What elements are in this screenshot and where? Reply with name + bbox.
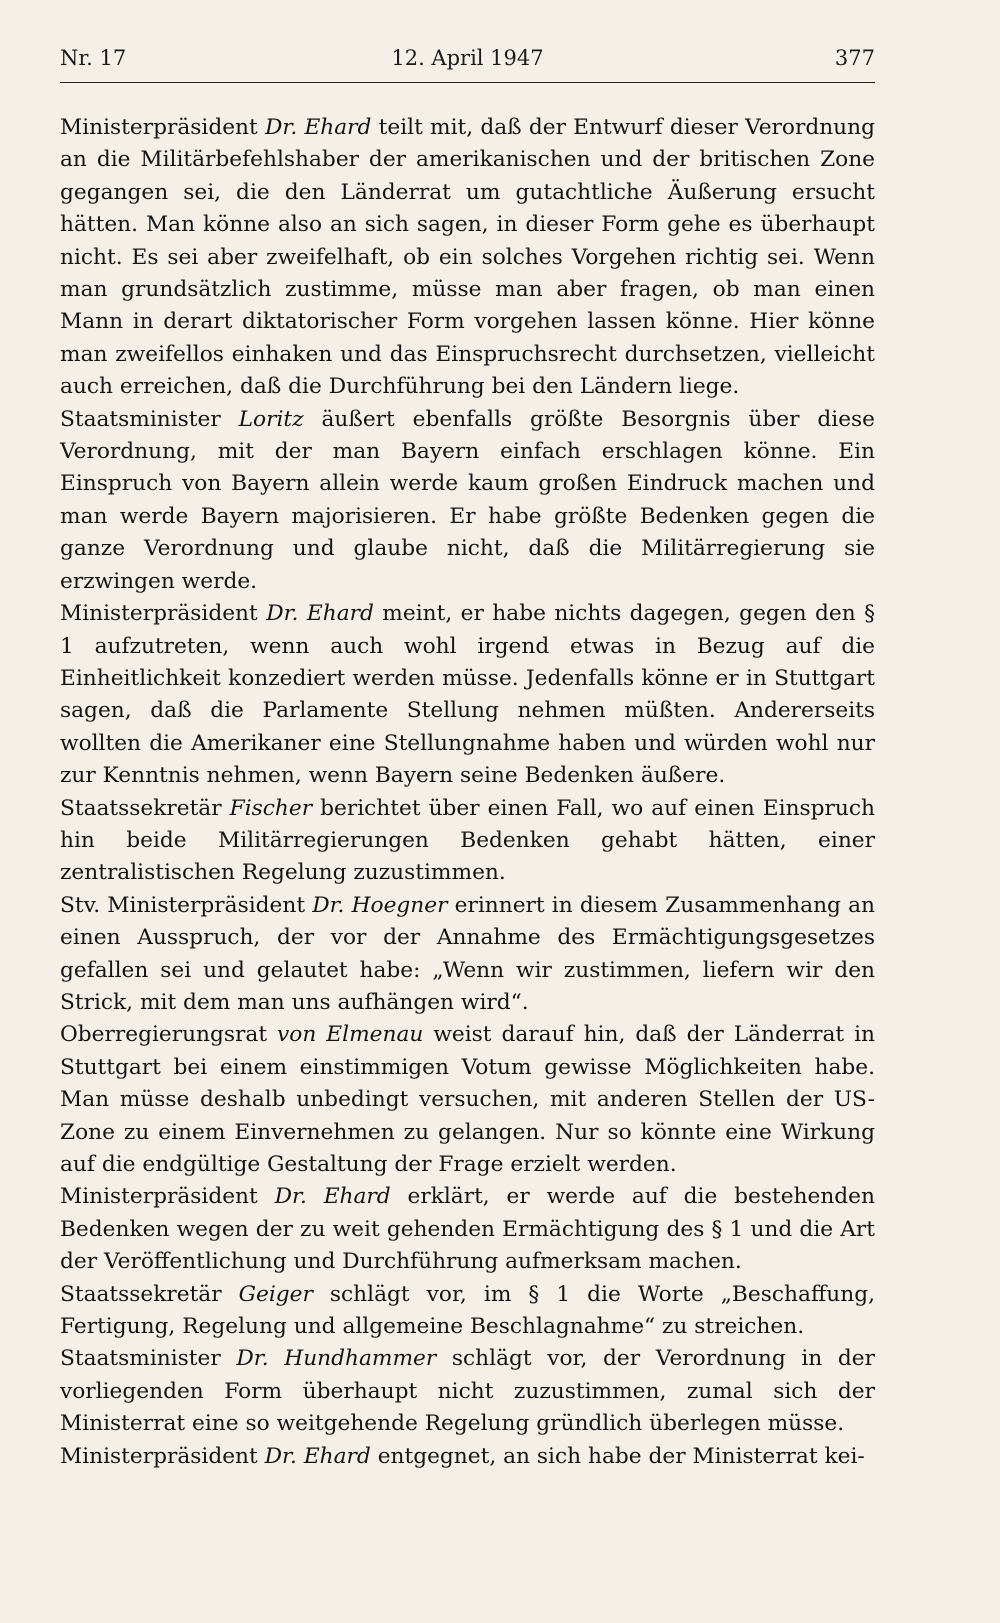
speaker-role: Stv. Ministerpräsident <box>60 892 313 918</box>
speaker-role: Staatsminister <box>60 406 239 432</box>
issue-number: Nr. 17 <box>60 46 127 70</box>
speaker-name: Ehard <box>306 601 374 627</box>
paragraph <box>60 598 875 792</box>
speaker-name: Ehard <box>323 1184 391 1210</box>
speaker-role: Oberregierungsrat <box>60 1022 278 1048</box>
speaker-name: Hoegner <box>351 892 448 918</box>
paragraph-text: äußert ebenfalls größte Besorgnis über diese Verordnung, mit der man Bayern einfach erschlagen könne. Ein Einspruch von Bayern allein werde kaum großen Eindruck machen und man werde Bayern majorisieren. Er habe größte Bedenken gegen die ganze Verordnung und glaube nicht, daß die Militärregierung sie erzwingen werde. <box>60 406 875 594</box>
header-date: 12. April 1947 <box>391 46 544 70</box>
paragraph <box>60 404 875 598</box>
speaker-name: Ehard <box>304 115 372 140</box>
speaker-role: Ministerpräsident <box>60 115 265 140</box>
paragraph-text: teilt mit, daß der Entwurf dieser Verordnung an die Militärbefehlshaber der amerikanischen und der britischen Zone gegangen sei, die den Länderrat um gutachtliche Äußerung ersucht hätten. Man könne also an sich sagen, in dieser Form gehe es überhaupt nicht. Es sei aber zweifelhaft, ob ein solches Vorgehen richtig sei. Wenn man grundsätzlich zustimme, müsse man aber fragen, ob man einen Mann in derart diktatorischer Form vorgehen lassen könne. Hier könne man zweifellos einhaken und das Einspruchsrecht durchsetzen, vielleicht auch erreichen, daß die Durchführung bei den Ländern liege. <box>60 115 875 400</box>
paragraph-text: weist darauf hin, daß der Länderrat in Stuttgart bei einem einstimmigen Votum gewisse Möglichkeiten habe. Man müsse deshalb unbedingt versuchen, mit anderen Stellen der US-Zone zu einem Einvernehmen zu gelangen. Nur so könnte eine Wirkung auf die endgültige Gestaltung der Frage erzielt werden. <box>60 1022 875 1177</box>
speaker-name: Geiger <box>238 1281 313 1307</box>
paragraph-text: entgegnet, an sich habe der Ministerrat kei- <box>370 1443 865 1469</box>
header-rule <box>60 82 875 83</box>
speaker-role: Ministerpräsident <box>60 1184 275 1210</box>
paragraph-text: schlägt vor, der Verordnung in der vorliegenden Form überhaupt nicht zuzustimmen, zumal sich der Ministerrat eine so weitgehende Regelung gründlich überlegen müsse. <box>60 1346 875 1437</box>
speaker-title: Dr. <box>264 1443 297 1469</box>
paragraph-text: berichtet über einen Fall, wo auf einen Einspruch hin beide Militärregierungen Bedenken gehabt hätten, einer zentralistischen Regelung zuzustimmen. <box>60 795 875 886</box>
speaker-title: Dr. <box>266 601 299 627</box>
speaker-name: Fischer <box>229 795 313 821</box>
body-text <box>60 112 875 1473</box>
running-header <box>60 46 875 84</box>
paragraph <box>60 793 875 890</box>
speaker-role: Staatsminister <box>60 1346 237 1372</box>
page-number: 377 <box>834 46 875 70</box>
paragraph <box>60 1279 875 1344</box>
speaker-name: Hundhammer <box>284 1346 437 1372</box>
speaker-title: Dr. <box>312 892 345 918</box>
paragraph-text: meint, er habe nichts dagegen, gegen den § 1 aufzutreten, wenn auch wohl irgend etwas in Bezug auf die Einheitlichkeit konzediert werden müsse. Jedenfalls könne er in Stuttgart sagen, daß die Parlamente Stellung nehmen müßten. Andererseits wollten die Amerikaner eine Stellungnahme haben und würden wohl nur zur Kenntnis nehmen, wenn Bayern seine Bedenken äußere. <box>60 601 875 789</box>
speaker-role: Ministerpräsident <box>60 601 267 627</box>
paragraph-text: erinnert in diesem Zusammenhang an einen Ausspruch, der vor der Annahme des Ermächtigungsgesetzes gefallen sei und gelautet habe: „Wenn wir zustimmen, liefern wir den Strick, mit dem man uns aufhängen wird“. <box>60 892 875 1015</box>
speaker-title: Dr. <box>236 1346 269 1372</box>
speaker-name: Ehard <box>303 1443 371 1469</box>
speaker-name: Loritz <box>238 406 304 432</box>
speaker-title: Dr. <box>264 115 298 140</box>
paragraph <box>60 112 875 404</box>
paragraph <box>60 1343 875 1440</box>
speaker-role: Ministerpräsident <box>60 1443 265 1469</box>
paragraph-text: schlägt vor, im § 1 die Worte „Beschaffung, Fertigung, Regelung und allgemeine Beschlagnahme“ zu streichen. <box>60 1281 876 1340</box>
paragraph-text: erklärt, er werde auf die bestehenden Bedenken wegen der zu weit gehenden Ermächtigung des § 1 und die Art der Veröffentlichung und Durchführung aufmerksam machen. <box>60 1184 875 1275</box>
speaker-title: Dr. <box>274 1184 307 1210</box>
paragraph <box>60 1441 875 1473</box>
paragraph <box>60 1181 875 1278</box>
speaker-role: Staatssekretär <box>60 795 230 821</box>
paragraph <box>60 1019 875 1181</box>
speaker-name: von Elmenau <box>277 1022 424 1048</box>
speaker-role: Staatssekretär <box>60 1281 239 1307</box>
paragraph <box>60 890 875 1020</box>
